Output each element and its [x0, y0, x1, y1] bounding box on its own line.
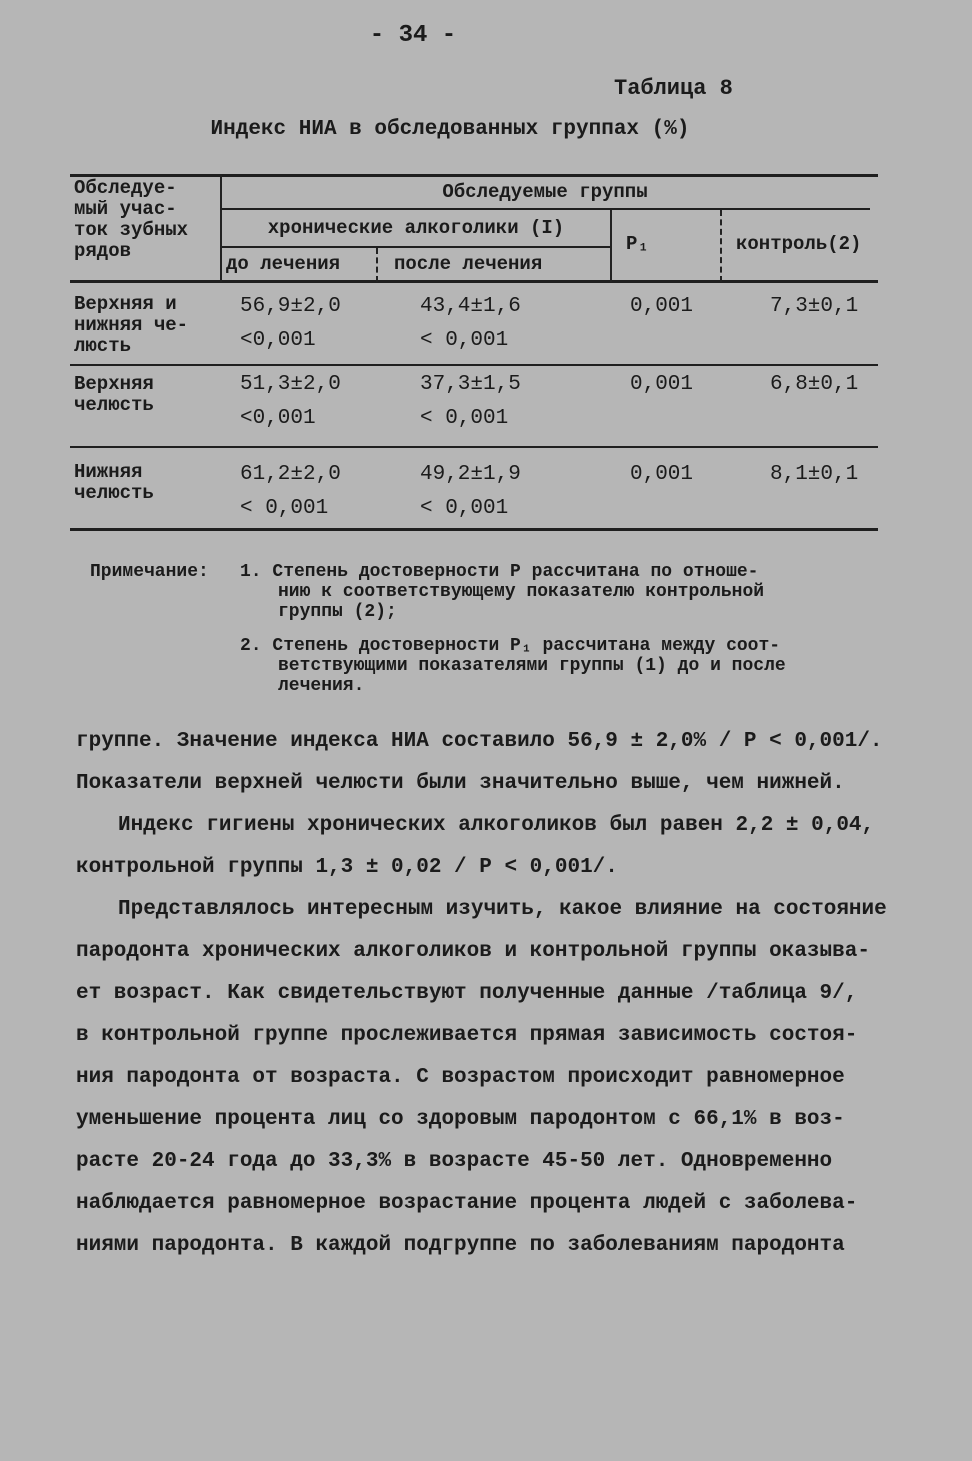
before-p: <0,001 — [240, 407, 316, 430]
row-after — [420, 290, 521, 358]
row-area-line: челюсть — [74, 394, 154, 416]
row-rule-1 — [70, 364, 878, 366]
table-bottom-rule — [70, 528, 878, 531]
row-area — [74, 294, 188, 357]
text-line: наблюдается равномерное возрастание процента людей с заболева- — [76, 1192, 858, 1215]
header-p1: P₁ — [626, 233, 649, 255]
header-alcoholics: хронические алкоголики (I) — [267, 217, 565, 239]
row-area-line: Нижняя — [74, 461, 143, 483]
note-line: нию к соответствующему показателю контрольной — [278, 582, 765, 602]
header-rule-alcoholics — [220, 246, 612, 248]
header-area-line: мый учас- — [74, 198, 177, 220]
before-value: 51,3±2,0 — [240, 373, 341, 396]
text-line: ния пародонта от возраста. С возрастом происходит равномерное — [76, 1066, 845, 1089]
row-before — [240, 290, 341, 358]
text-line: группе. Значение индекса НИА составило 56,9 ± 2,0% / P < 0,001/. — [76, 730, 883, 753]
note-line: ветствующими показателями группы (1) до и после — [278, 656, 786, 676]
after-value: 43,4±1,6 — [420, 295, 521, 318]
text-line: Показатели верхней челюсти были значительно выше, чем нижней. — [76, 772, 845, 795]
header-vline-p1 — [720, 210, 722, 282]
text-line: Индекс гигиены хронических алкоголиков был равен 2,2 ± 0,04, — [118, 814, 875, 837]
text-line: расте 20-24 года до 33,3% в возрасте 45-50 лет. Одновременно — [76, 1150, 833, 1173]
data-table — [70, 170, 878, 538]
header-area-line: Обследуе- — [74, 177, 177, 199]
header-area — [74, 178, 188, 262]
after-value: 37,3±1,5 — [420, 373, 521, 396]
text-line: ет возраст. Как свидетельствуют полученные данные /таблица 9/, — [76, 982, 858, 1005]
header-before: до лечения — [226, 253, 341, 275]
row-control: 7,3±0,1 — [770, 295, 859, 318]
row-rule-2 — [70, 446, 878, 448]
row-p1: 0,001 — [630, 463, 694, 486]
row-before — [240, 368, 341, 436]
row-before — [240, 458, 341, 526]
table-title: Индекс НИА в обследованных группах (%) — [210, 118, 690, 141]
note-line: лечения. — [278, 676, 365, 696]
note-line: 1. Степень достоверности P рассчитана по отноше- — [240, 562, 759, 582]
text-line: уменьшение процента лиц со здоровым пародонтом с 66,1% в воз- — [76, 1108, 845, 1131]
note-line: 2. Степень достоверности P₁ рассчитана между соот- — [240, 636, 781, 656]
header-after: после лечения — [394, 253, 543, 275]
page-number: - 34 - — [369, 22, 457, 49]
row-area-line: нижняя че- — [74, 314, 189, 336]
after-p: < 0,001 — [420, 329, 509, 352]
note-line: группы (2); — [278, 602, 397, 622]
header-groups: Обследуемые группы — [442, 181, 648, 203]
row-area — [74, 462, 154, 504]
note-1 — [240, 562, 764, 622]
text-line: контрольной группы 1,3 ± 0,02 / P < 0,001/. — [76, 856, 618, 879]
after-p: < 0,001 — [420, 407, 509, 430]
after-value: 49,2±1,9 — [420, 463, 521, 486]
text-line: пародонта хронических алкоголиков и контрольной группы оказыва- — [76, 940, 870, 963]
row-p1: 0,001 — [630, 373, 694, 396]
after-p: < 0,001 — [420, 497, 509, 520]
row-area-line: Верхняя и — [74, 293, 177, 315]
text-line: ниями пародонта. В каждой подгруппе по заболеваниям пародонта — [76, 1234, 845, 1257]
text-line: Представлялось интересным изучить, какое влияние на состояние — [118, 898, 887, 921]
header-vline-split — [376, 248, 378, 282]
header-rule-groups — [220, 208, 870, 210]
header-area-line: рядов — [74, 240, 132, 262]
table-label: Таблица 8 — [614, 76, 733, 101]
text-line: в контрольной группе прослеживается прямая зависимость состоя- — [76, 1024, 858, 1047]
note-2 — [240, 636, 786, 696]
row-area-line: челюсть — [74, 482, 154, 504]
row-area-line: Верхняя — [74, 373, 154, 395]
before-value: 61,2±2,0 — [240, 463, 341, 486]
before-p: < 0,001 — [240, 497, 329, 520]
header-area-line: ток зубных — [74, 219, 189, 241]
row-area — [74, 374, 154, 416]
before-p: <0,001 — [240, 329, 316, 352]
notes-label: Примечание: — [90, 562, 209, 582]
row-after — [420, 458, 521, 526]
row-p1: 0,001 — [630, 295, 694, 318]
table-top-rule — [70, 174, 878, 177]
row-control: 6,8±0,1 — [770, 373, 859, 396]
row-after — [420, 368, 521, 436]
header-bottom-rule — [70, 280, 878, 283]
row-area-line: люсть — [74, 335, 132, 357]
row-control: 8,1±0,1 — [770, 463, 859, 486]
header-control: контроль(2) — [736, 233, 862, 255]
before-value: 56,9±2,0 — [240, 295, 341, 318]
